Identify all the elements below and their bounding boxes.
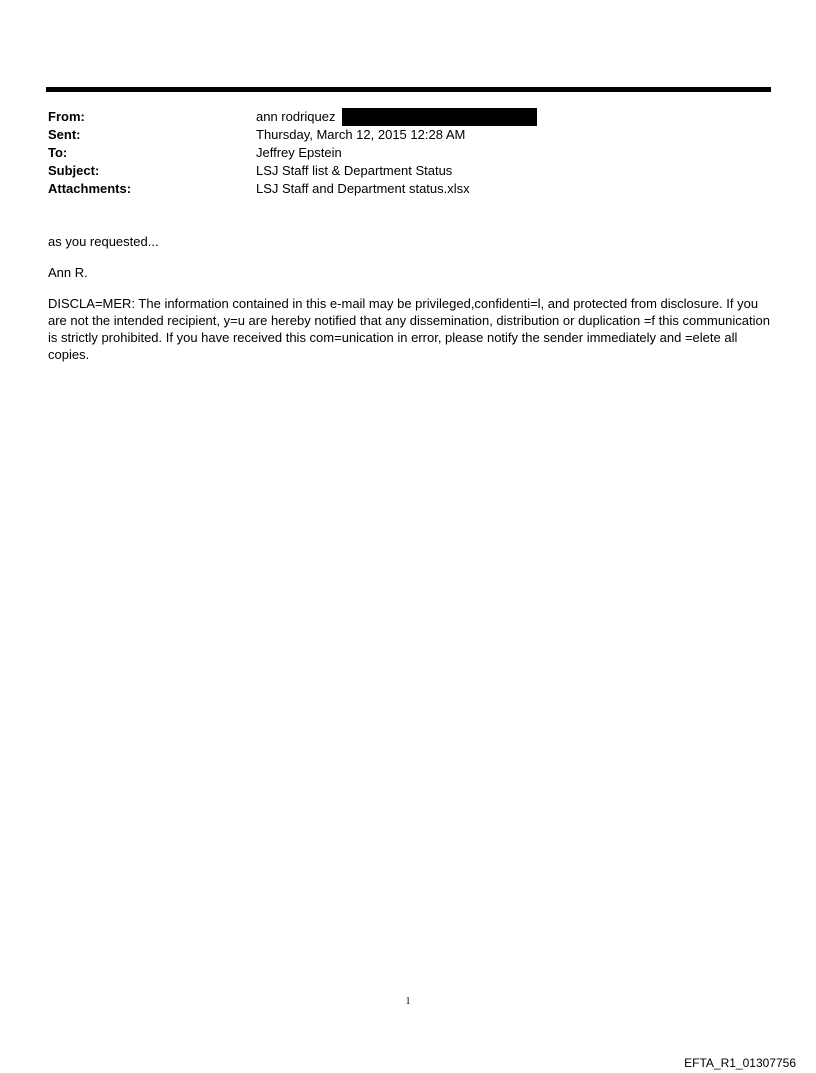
- from-row: [48, 108, 748, 126]
- email-header: [48, 108, 748, 198]
- sent-row: [48, 126, 748, 144]
- to-label: To:: [48, 145, 68, 160]
- from-value-wrap: [256, 108, 537, 126]
- attachments-value: LSJ Staff and Department status.xlsx: [256, 181, 470, 196]
- header-divider: [46, 87, 771, 92]
- disclaimer: DISCLA=MER: The information contained in this e-mail may be privileged,confidenti=l, and protected from disclosure. If you are not the intended recipient, y=u are hereby notified that any dissemination, distribution or duplication =f this communication is strictly prohibited. If you have received this com=unication in error, please notify the sender immediately and =elete all copies.: [48, 296, 770, 362]
- redaction-box: [342, 108, 537, 126]
- to-row: [48, 144, 748, 162]
- email-body: [48, 233, 773, 377]
- sent-value: Thursday, March 12, 2015 12:28 AM: [256, 127, 466, 142]
- subject-value: LSJ Staff list & Department Status: [256, 163, 453, 178]
- attachments-row: [48, 180, 748, 198]
- attachments-label: Attachments:: [48, 181, 132, 196]
- subject-label: Subject:: [48, 163, 100, 178]
- from-label: From:: [48, 109, 85, 124]
- body-line: as you requested...: [48, 234, 159, 249]
- to-value: Jeffrey Epstein: [256, 145, 342, 160]
- page-number: 1: [405, 996, 411, 1007]
- subject-row: [48, 162, 748, 180]
- signature: Ann R.: [48, 265, 88, 280]
- from-value: ann rodriquez: [256, 109, 336, 124]
- sent-label: Sent:: [48, 127, 81, 142]
- document-id: EFTA_R1_01307756: [684, 1056, 796, 1070]
